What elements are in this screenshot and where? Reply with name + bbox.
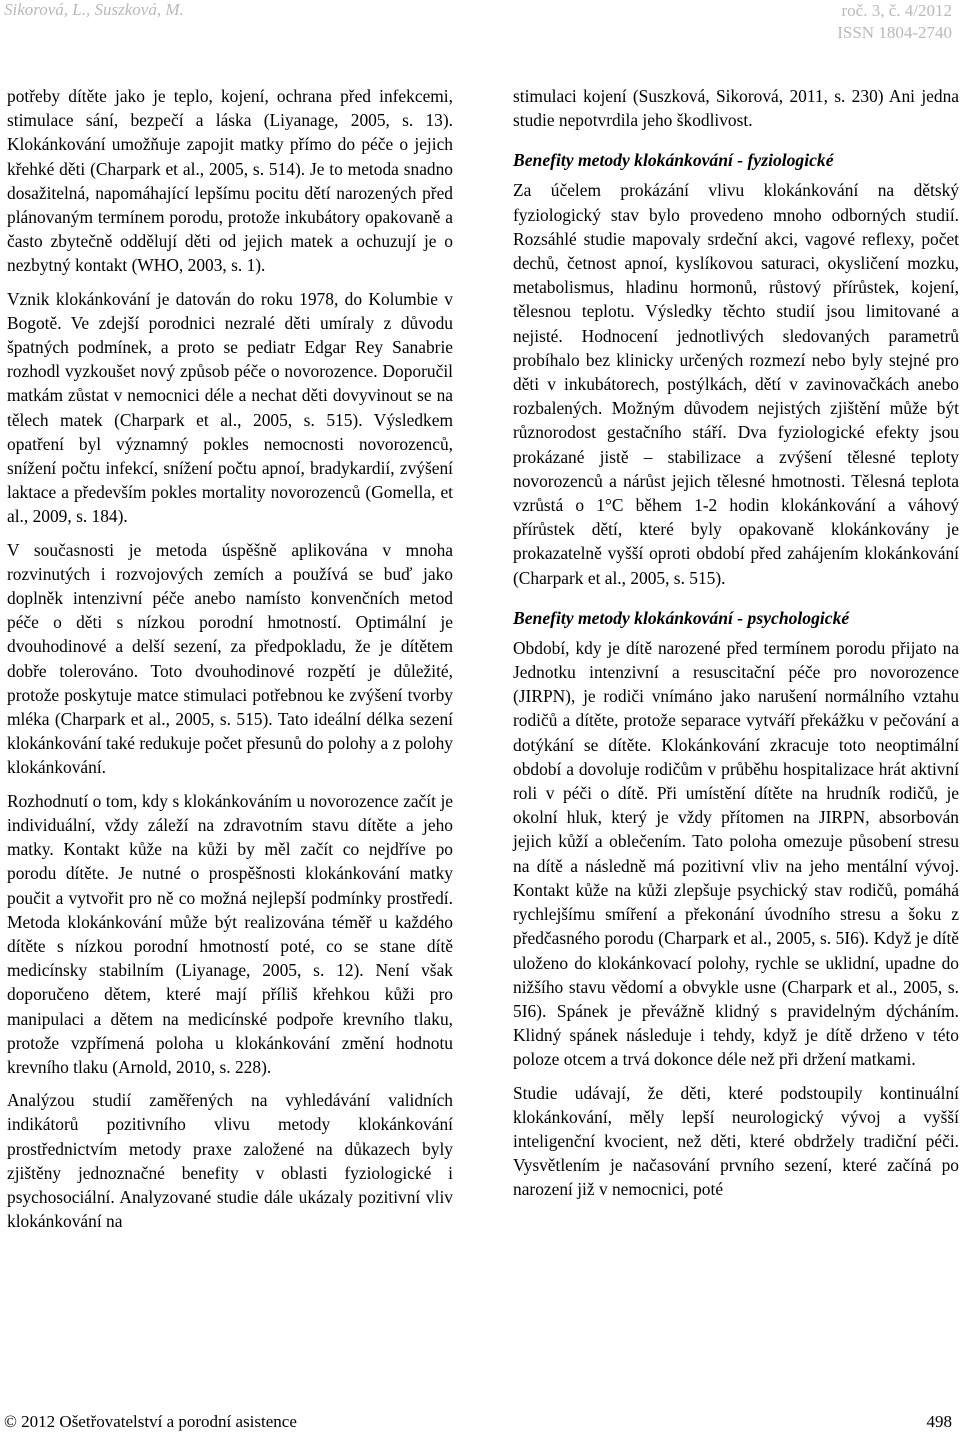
right-paragraph-2: Za účelem prokázání vlivu klokánkování na dětský fyziologický stav bylo provedeno mnoho odborných studií. Rozsáhlé studie mapovaly srdeční akci, vagové reflexy, počet dechů, četnost apnoí, kyslíkovou saturaci, okysličení mozku, metabolismus, hladinu hormonů, růstový přírůstek, kojení, tělesnou teplotu. Výsledky těchto studií jsou limitované a nejisté. Hodnocení jednotlivých sledovaných parametrů probíhalo bez klinicky určených rozmezí nebo byly stejné pro děti v inkubátorech, postýlkách, dětí v zavinovačkách anebo rozbalených. Možným důvodem nejistých zjištění může být různorodost gestačního stáří. Dva fyziologické efekty jsou prokázané jistě – stabilizace a zvýšení tělesné teploty novorozenců a nárůst jejich tělesné hmotnosti. Tělesná teplota vzrůstá o 1°C během 1-2 hodin klokánkování a váhový přírůstek dětí, které byly opakovaně klokánkovány je prokazatelně vyšší oproti období před zahájením klokánkování (Charpark et al., 2005, s. 515).	[513, 180, 959, 588]
right-paragraph-3: Období, kdy je dítě narozené před termínem porodu přijato na Jednotku intenzivní a resuscitační péče pro novorozence (JIRPN), je rodiči vnímáno jako narušení normálního vztahu rodičů a dítěte, protože separace vytváří překážku v pečování a dotýkání se dítěte. Klokánkování zkracuje toto neoptimální období a dovoluje rodičům v průběhu hospitalizace hrát aktivní roli v péči o dítě. Při umístění dítěte na hrudník rodičů, je okolní hluk, který je vždy přítomen na JIRPN, absorbován jejich kůží a oblečením. Tato poloha omezuje působení stresu na dítě a následně má pozitivní vliv na jeho mentální vývoj. Kontakt kůže na kůži zlepšuje psychický stav rodičů, pomáhá rychlejšímu smíření a překonání úvodního stresu a šoku z předčasného porodu (Charpark et al., 2005, s. 5I6). Když je dítě uloženo do klokánkovací polohy, rychle se uklidní, upadne do nižšího stavu vědomí a obvykle usne (Charpark et al., 2005, s. 5I6). Spánek je převážně klidný s pravidelným dýcháním. Klidný spánek následuje i tehdy, když je dítě drženo v této poloze otcem a trvá dokonce déle než při držení matkami.	[513, 637, 959, 1070]
left-paragraph-1: potřeby dítěte jako je teplo, kojení, ochrana před infekcemi, stimulace sání, bezpečí a láska (Liyanage, 2005, s. 13). Klokánkování umožňuje zapojit matky přímo do péče o jejich křehké děti (Charpark et al., 2005, s. 514). Je to metoda snadno dosažitelná, napomáhající lepšímu pocitu dětí narozených před plánovaným termínem porodu, protože inkubátory opakovaně a často zbytečně oddělují děti od jejich matek a ochuzují je o nezbytný kontakt (WHO, 2003, s. 1).	[7, 86, 453, 276]
page-footer	[0, 1412, 960, 1438]
header-volume: roč. 3, č. 4/2012	[841, 1, 952, 20]
header-issn: ISSN 1804-2740	[837, 23, 952, 42]
header-journal-info	[837, 0, 952, 44]
footer-page-number: 498	[926, 1412, 952, 1431]
left-column	[7, 84, 453, 1233]
right-paragraph-1: stimulaci kojení (Suszková, Sikorová, 2011, s. 230) Ani jedna studie nepotvrdila jeho škodlivost.	[513, 86, 959, 131]
section-heading-psychological: Benefity metody klokánkování - psychologické	[513, 607, 850, 628]
page-header	[0, 0, 960, 50]
left-paragraph-2: Vznik klokánkování je datován do roku 1978, do Kolumbie v Bogotě. Ve zdejší porodnici nezralé děti umíraly z důvodu špatných podmínek, a proto se pediatr Edgar Rey Sanabrie rozhodl vyzkoušet nový způsob péče o novorozence. Doporučil matkám zůstat v nemocnici déle a nechat děti dovyvinout se na tělech matek (Charpark et al., 2005, s. 515). Výsledkem opatření byl významný pokles nemocnosti novorozenců, snížení počtu infekcí, snížení počtu apnoí, bradykardií, zvýšení laktace a především pokles mortality novorozenců (Gomella, et al., 2009, s. 184).	[7, 288, 453, 527]
header-authors: Sikorová, L., Suszková, M.	[4, 0, 184, 19]
section-heading-physiological: Benefity metody klokánkování - fyziologické	[513, 150, 834, 171]
left-paragraph-4: Rozhodnutí o tom, kdy s klokánkováním u novorozence začít je individuální, vždy záleží na zdravotním stavu dítěte a jeho matky. Kontakt kůže na kůži by měl začít co nejdříve po porodu dítěte. Je nutné o prospěšnosti klokánkování matky poučit a vytvořit pro ně co možná nejlepší podmínky prostředí. Metoda klokánkování může být realizována téměř u každého dítěte s nízkou porodní hmotností poté, co se stane dítě medicínsky stabilním (Liyanage, 2005, s. 12). Není však doporučeno dětem, které mají příliš křehkou kůži pro manipulaci a dětem na medicínské podpoře krevního tlaku, protože vzpřímená poloha u klokánkování změní hodnotu krevního tlaku (Arnold, 2010, s. 228).	[7, 790, 453, 1077]
left-paragraph-3: V současnosti je metoda úspěšně aplikována v mnoha rozvinutých i rozvojových zemích a používá se buď jako doplněk intenzivní péče anebo namísto konvenčních metod péče o děti s nízkou porodní hmotností. Optimální je dvouhodinové a delší sezení, za předpokladu, že je dítětem dobře tolerováno. Toto dvouhodinové rozpětí je důležité, protože poskytuje matce stimulaci potřebnou ke zvýšení tvorby mléka (Charpark et al., 2005, s. 515). Tato ideální délka sezení klokánkování také redukuje počet přesunů do polohy a z polohy klokánkování.	[7, 539, 453, 778]
right-paragraph-4: Studie udávají, že děti, které podstoupily kontinuální klokánkování, měly lepší neurologický vývoj a vyšší inteligenční kvocient, než děti, které obdržely tradiční péči. Vysvětlením je načasování prvního sezení, které začíná po narození již v nemocnici, poté	[513, 1082, 959, 1200]
left-paragraph-5: Analýzou studií zaměřených na vyhledávání validních indikátorů pozitivního vlivu metody klokánkování prostřednictvím metody praxe založené na důkazech byly zjištěny jednoznačné benefity v oblasti fyziologické i psychosociální. Analyzované studie dále ukázaly pozitivní vliv klokánkování na	[7, 1090, 453, 1232]
footer-copyright: © 2012 Ošetřovatelství a porodní asistence	[4, 1412, 297, 1431]
right-column	[513, 84, 959, 1202]
